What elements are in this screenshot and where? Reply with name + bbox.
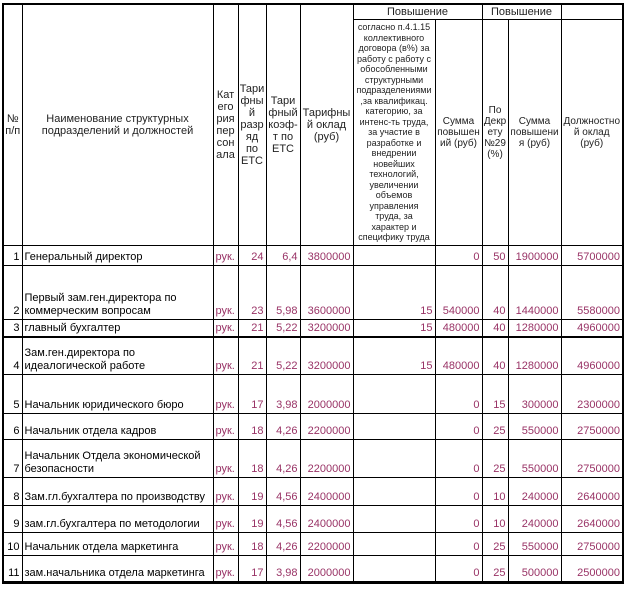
cell-tariff-salary: 3200000	[300, 337, 353, 374]
cell-position-name: Генеральный директор	[22, 245, 213, 265]
cell-personnel-category: рук.	[213, 439, 238, 477]
cell-decree-pct: 10	[482, 505, 508, 532]
cell-official-salary: 2750000	[561, 532, 623, 555]
cell-tariff-coef: 4,56	[266, 477, 300, 505]
cell-tariff-salary: 2200000	[300, 413, 353, 439]
table-row	[3, 319, 623, 337]
cell-increase-sum-2: 550000	[508, 439, 561, 477]
cell-row-number: 4	[3, 337, 22, 374]
cell-row-number: 6	[3, 413, 22, 439]
header-empty-cell	[561, 4, 623, 20]
header-increase-group-2: Повышение	[482, 4, 561, 20]
cell-increase-sum-1: 0	[435, 555, 482, 582]
cell-increase-reason-pct	[353, 505, 435, 532]
cell-position-name: зам.начальника отдела маркетинга	[22, 555, 213, 582]
cell-row-number: 9	[3, 505, 22, 532]
cell-official-salary: 2640000	[561, 477, 623, 505]
cell-tariff-grade: 17	[238, 555, 266, 582]
cell-tariff-coef: 4,26	[266, 413, 300, 439]
cell-increase-sum-1: 0	[435, 245, 482, 265]
cell-tariff-salary: 3600000	[300, 265, 353, 319]
cell-increase-reason-pct	[353, 555, 435, 582]
cell-increase-sum-1: 0	[435, 477, 482, 505]
cell-increase-reason-pct	[353, 439, 435, 477]
cell-increase-reason-pct: 15	[353, 337, 435, 374]
table-row	[3, 532, 623, 555]
cell-official-salary: 4960000	[561, 337, 623, 374]
cell-personnel-category: рук.	[213, 245, 238, 265]
header-increase-reason: согласно п.4.1.15 коллективного договора (в%) за работу с работу с обособленными структурными подразделениями,за квалификац. категорию, за интенс-ть труда, за участие в разработке и внедрении новейших технологий, увеличении объемов управления труда, за характер и специфику труда	[353, 20, 435, 246]
cell-tariff-grade: 23	[238, 265, 266, 319]
cell-increase-reason-pct	[353, 532, 435, 555]
cell-increase-sum-1: 480000	[435, 337, 482, 374]
cell-personnel-category: рук.	[213, 555, 238, 582]
cell-tariff-salary: 3800000	[300, 245, 353, 265]
cell-decree-pct: 10	[482, 477, 508, 505]
staff-table-sheet	[0, 3, 624, 590]
cell-increase-reason-pct: 15	[353, 319, 435, 337]
cell-increase-sum-2: 1280000	[508, 337, 561, 374]
cell-tariff-salary: 3200000	[300, 319, 353, 337]
cell-position-name: главный бухгалтер	[22, 319, 213, 337]
cell-increase-reason-pct: 15	[353, 265, 435, 319]
cell-personnel-category: рук.	[213, 532, 238, 555]
cell-tariff-salary: 2200000	[300, 532, 353, 555]
cell-tariff-grade: 19	[238, 477, 266, 505]
cell-decree-pct: 25	[482, 439, 508, 477]
cell-increase-sum-2: 1440000	[508, 265, 561, 319]
header-official-salary: Должностной оклад (руб)	[561, 20, 623, 246]
cell-personnel-category: рук.	[213, 319, 238, 337]
cell-increase-sum-1: 0	[435, 505, 482, 532]
cell-personnel-category: рук.	[213, 265, 238, 319]
cell-official-salary: 2300000	[561, 374, 623, 413]
table-row	[3, 477, 623, 505]
cell-personnel-category: рук.	[213, 505, 238, 532]
header-increase-group-1: Повышение	[353, 4, 482, 20]
cell-position-name: Начальник Отдела экономической безопасности	[22, 439, 213, 477]
cell-position-name: Начальник отдела маркетинга	[22, 532, 213, 555]
cell-position-name: Начальник юридического бюро	[22, 374, 213, 413]
table-row	[3, 337, 623, 374]
cell-increase-sum-2: 240000	[508, 477, 561, 505]
cell-increase-sum-1: 540000	[435, 265, 482, 319]
header-decree-29: По Декрету №29 (%)	[482, 20, 508, 246]
cell-personnel-category: рук.	[213, 413, 238, 439]
cell-increase-sum-1: 480000	[435, 319, 482, 337]
table-row	[3, 374, 623, 413]
cell-personnel-category: рук.	[213, 374, 238, 413]
cell-increase-reason-pct	[353, 245, 435, 265]
cell-tariff-coef: 4,56	[266, 505, 300, 532]
header-tariff-grade: Тарифный разряд по ЕТС	[238, 4, 266, 245]
cell-increase-sum-1: 0	[435, 413, 482, 439]
cell-row-number: 2	[3, 265, 22, 319]
cell-increase-sum-2: 1280000	[508, 319, 561, 337]
cell-decree-pct: 25	[482, 555, 508, 582]
table-row	[3, 505, 623, 532]
cell-position-name: Первый зам.ген.директора по коммерческим вопросам	[22, 265, 213, 319]
cell-tariff-salary: 2400000	[300, 505, 353, 532]
cell-official-salary: 2500000	[561, 555, 623, 582]
header-increase-sum-1: Сумма повышений (руб)	[435, 20, 482, 246]
staffing-table	[2, 3, 624, 584]
cell-official-salary: 2750000	[561, 413, 623, 439]
cell-increase-sum-2: 550000	[508, 532, 561, 555]
cell-official-salary: 2640000	[561, 505, 623, 532]
cell-increase-sum-1: 0	[435, 374, 482, 413]
cell-row-number: 8	[3, 477, 22, 505]
table-row	[3, 439, 623, 477]
cell-tariff-salary: 2000000	[300, 555, 353, 582]
cell-decree-pct: 50	[482, 245, 508, 265]
header-division-name: Наименование структурных подразделений и должностей	[22, 4, 213, 245]
cell-tariff-salary: 2400000	[300, 477, 353, 505]
cell-tariff-grade: 18	[238, 532, 266, 555]
cell-decree-pct: 40	[482, 265, 508, 319]
cell-increase-sum-2: 240000	[508, 505, 561, 532]
cell-tariff-coef: 3,98	[266, 555, 300, 582]
table-row	[3, 413, 623, 439]
cell-row-number: 3	[3, 319, 22, 337]
cell-decree-pct: 15	[482, 374, 508, 413]
header-tariff-coef: Тарифный коэф-т по ЕТС	[266, 4, 300, 245]
cell-official-salary: 2750000	[561, 439, 623, 477]
cell-tariff-grade: 21	[238, 337, 266, 374]
cell-row-number: 5	[3, 374, 22, 413]
cell-tariff-salary: 2200000	[300, 439, 353, 477]
cell-position-name: Зам.ген.директора по идеалогической работе	[22, 337, 213, 374]
header-increase-sum-2: Сумма повышения (руб)	[508, 20, 561, 246]
header-row-number: № п/п	[3, 4, 22, 245]
cell-position-name: зам.гл.бухгалтера по методологии	[22, 505, 213, 532]
cell-position-name: Зам.гл.бухгалтера по производству	[22, 477, 213, 505]
cell-official-salary: 5700000	[561, 245, 623, 265]
cell-official-salary: 5580000	[561, 265, 623, 319]
cell-decree-pct: 25	[482, 532, 508, 555]
cell-increase-sum-1: 0	[435, 532, 482, 555]
cell-row-number: 11	[3, 555, 22, 582]
cell-tariff-grade: 17	[238, 374, 266, 413]
cell-tariff-coef: 6,4	[266, 245, 300, 265]
cell-official-salary: 4960000	[561, 319, 623, 337]
cell-tariff-grade: 18	[238, 439, 266, 477]
cell-increase-sum-2: 550000	[508, 413, 561, 439]
cell-increase-sum-2: 300000	[508, 374, 561, 413]
cell-personnel-category: рук.	[213, 477, 238, 505]
cell-decree-pct: 25	[482, 413, 508, 439]
cell-row-number: 7	[3, 439, 22, 477]
cell-tariff-grade: 21	[238, 319, 266, 337]
cell-tariff-coef: 4,26	[266, 439, 300, 477]
cell-increase-reason-pct	[353, 374, 435, 413]
cell-tariff-coef: 5,22	[266, 319, 300, 337]
header-personnel-category: Категория персонала	[213, 4, 238, 245]
cell-tariff-coef: 5,98	[266, 265, 300, 319]
cell-tariff-grade: 24	[238, 245, 266, 265]
cell-row-number: 10	[3, 532, 22, 555]
cell-increase-reason-pct	[353, 477, 435, 505]
cell-increase-sum-2: 500000	[508, 555, 561, 582]
cell-decree-pct: 40	[482, 319, 508, 337]
cell-tariff-coef: 5,22	[266, 337, 300, 374]
table-row	[3, 245, 623, 265]
cell-increase-sum-1: 0	[435, 439, 482, 477]
cell-tariff-grade: 18	[238, 413, 266, 439]
header-tariff-salary: Тарифный оклад (руб)	[300, 4, 353, 245]
table-row	[3, 265, 623, 319]
cell-decree-pct: 40	[482, 337, 508, 374]
cell-row-number: 1	[3, 245, 22, 265]
cell-position-name: Начальник отдела кадров	[22, 413, 213, 439]
table-row	[3, 555, 623, 582]
cell-increase-sum-2: 1900000	[508, 245, 561, 265]
cell-tariff-salary: 2000000	[300, 374, 353, 413]
cell-increase-reason-pct	[353, 413, 435, 439]
cell-tariff-coef: 3,98	[266, 374, 300, 413]
cell-personnel-category: рук.	[213, 337, 238, 374]
cell-tariff-grade: 19	[238, 505, 266, 532]
cell-tariff-coef: 4,26	[266, 532, 300, 555]
